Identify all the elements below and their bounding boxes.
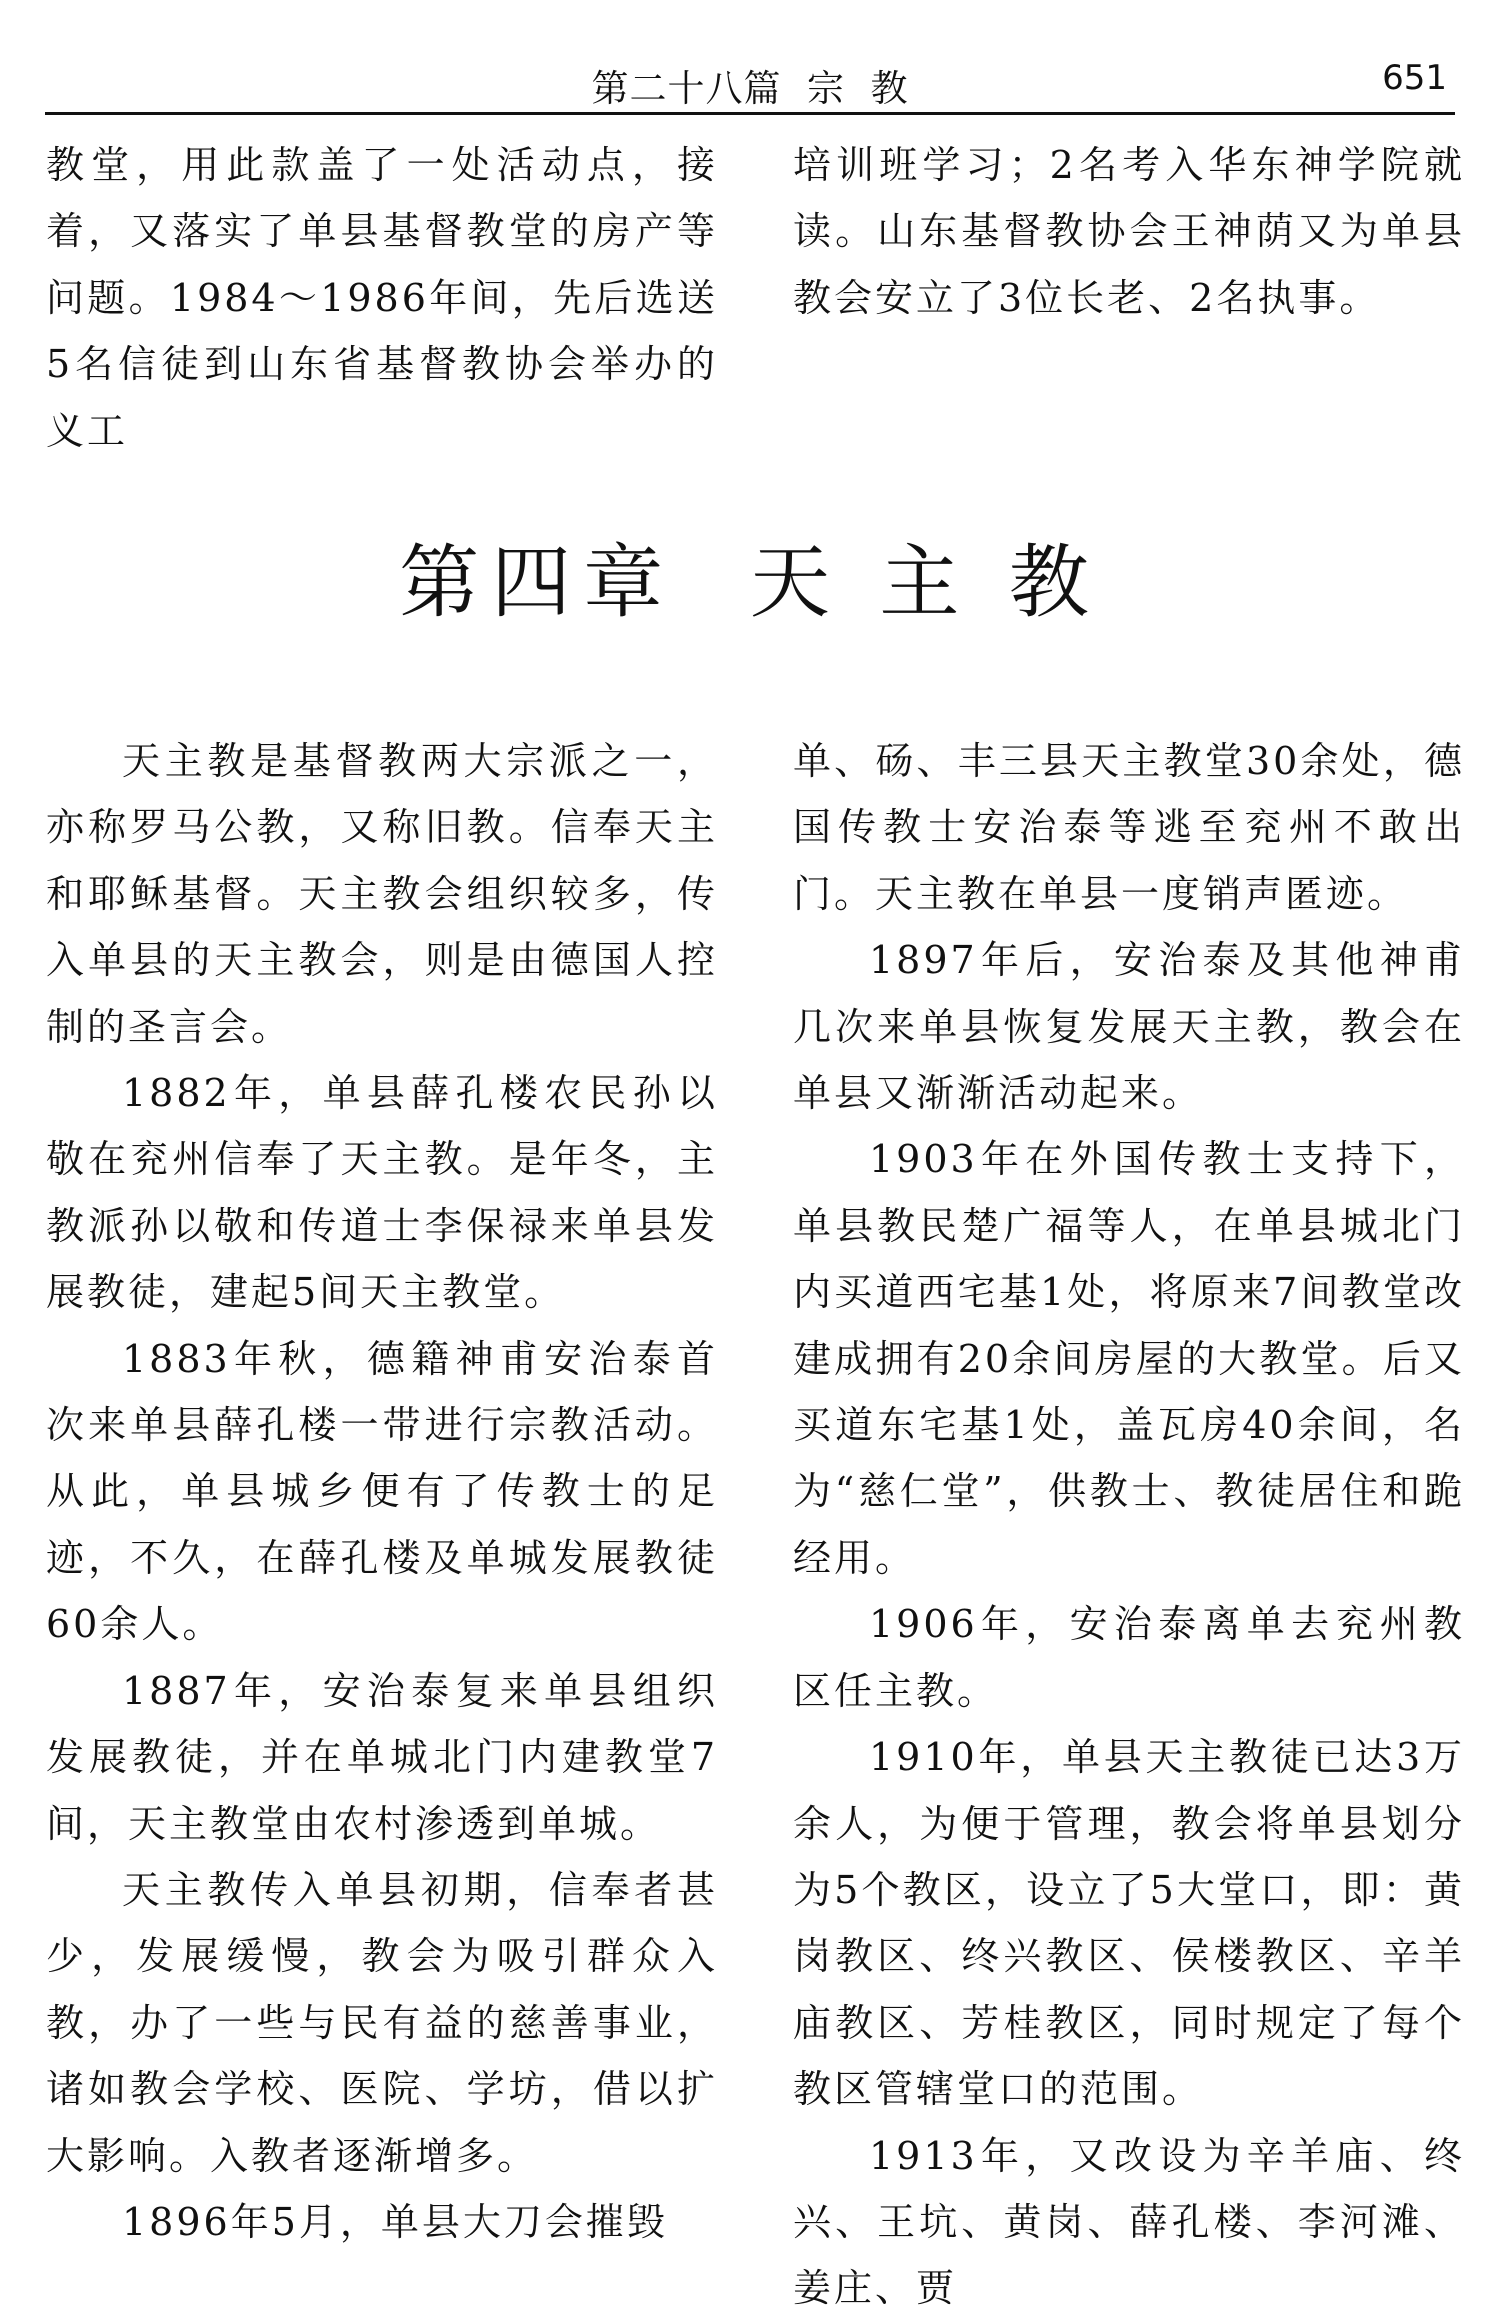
paragraph: 天主教传入单县初期，信奉者甚少，发展缓慢，教会为吸引群众入教，办了一些与民有益的慈善事业，诸如教会学校、医院、学坊，借以扩大影响。入教者逐渐增多。	[46, 1867, 718, 2178]
running-title: 第二十八篇 宗 教	[591, 67, 909, 110]
paragraph: 1887年，安治泰复来单县组织发展教徒，并在单城北门内建教堂7间，天主教堂由农村渗透到单城。	[46, 1668, 718, 1846]
paragraph-continuation: 教堂，用此款盖了一处活动点，接着，又落实了单县基督教堂的房产等问题。1984～1986年间，先后选送5名信徒到山东省基督教协会举办的义工	[46, 143, 718, 453]
paragraph: 天主教是基督教两大宗派之一，亦称罗马公教，又称旧教。信奉天主和耶稣基督。天主教会组织较多，传入单县的天主教会，则是由德国人控制的圣言会。	[46, 739, 718, 1049]
paragraph: 1897年后，安治泰及其他神甫几次来单县恢复发展天主教，教会在单县又渐渐活动起来。	[793, 938, 1465, 1116]
top-right-column	[793, 132, 1465, 402]
paragraph: 1906年，安治泰离单去兖州教区任主教。	[793, 1602, 1465, 1713]
paragraph: 1903年在外国传教士支持下，单县教民楚广福等人，在单县城北门内买道西宅基1处，将原来7间教堂改建成拥有20余间房屋的大教堂。后又买道东宅基1处，盖瓦房40余间，名为“慈仁堂”，供教士、教徒居住和跪经用。	[793, 1137, 1465, 1580]
paragraph: 1913年，又改设为辛羊庙、终兴、王坑、黄岗、薛孔楼、李河滩、姜庄、贾	[793, 2133, 1465, 2311]
paragraph: 1896年5月，单县大刀会摧毁	[122, 2199, 668, 2244]
page-number: 651	[1382, 58, 1447, 98]
right-column	[793, 728, 1465, 2311]
paragraph-continuation: 培训班学习；2名考入华东神学院就读。山东基督教协会王神荫又为单县教会安立了3位长老、2名执事。	[793, 143, 1465, 320]
paragraph-continuation: 单、砀、丰三县天主教堂30余处，德国传教士安治泰等逃至兖州不敢出门。天主教在单县一度销声匿迹。	[793, 739, 1465, 916]
paragraph: 1883年秋，德籍神甫安治泰首次来单县薛孔楼一带进行宗教活动。从此，单县城乡便有了传教士的足迹，不久，在薛孔楼及单城发展教徒60余人。	[46, 1336, 718, 1647]
left-column	[46, 728, 718, 2248]
top-left-column	[46, 132, 718, 453]
paragraph: 1882年，单县薛孔楼农民孙以敬在兖州信奉了天主教。是年冬，主教派孙以敬和传道士李保禄来单县发展教徒，建起5间天主教堂。	[46, 1071, 718, 1315]
page-header	[45, 40, 1455, 115]
paragraph: 1910年，单县天主教徒已达3万余人，为便于管理，教会将单县划分为5个教区，设立了5大堂口，即：黄岗教区、终兴教区、侯楼教区、辛羊庙教区、芳桂教区，同时规定了每个教区管辖堂口的范围。	[793, 1735, 1465, 2112]
chapter-title: 第四章 天 主 教	[399, 536, 1101, 629]
